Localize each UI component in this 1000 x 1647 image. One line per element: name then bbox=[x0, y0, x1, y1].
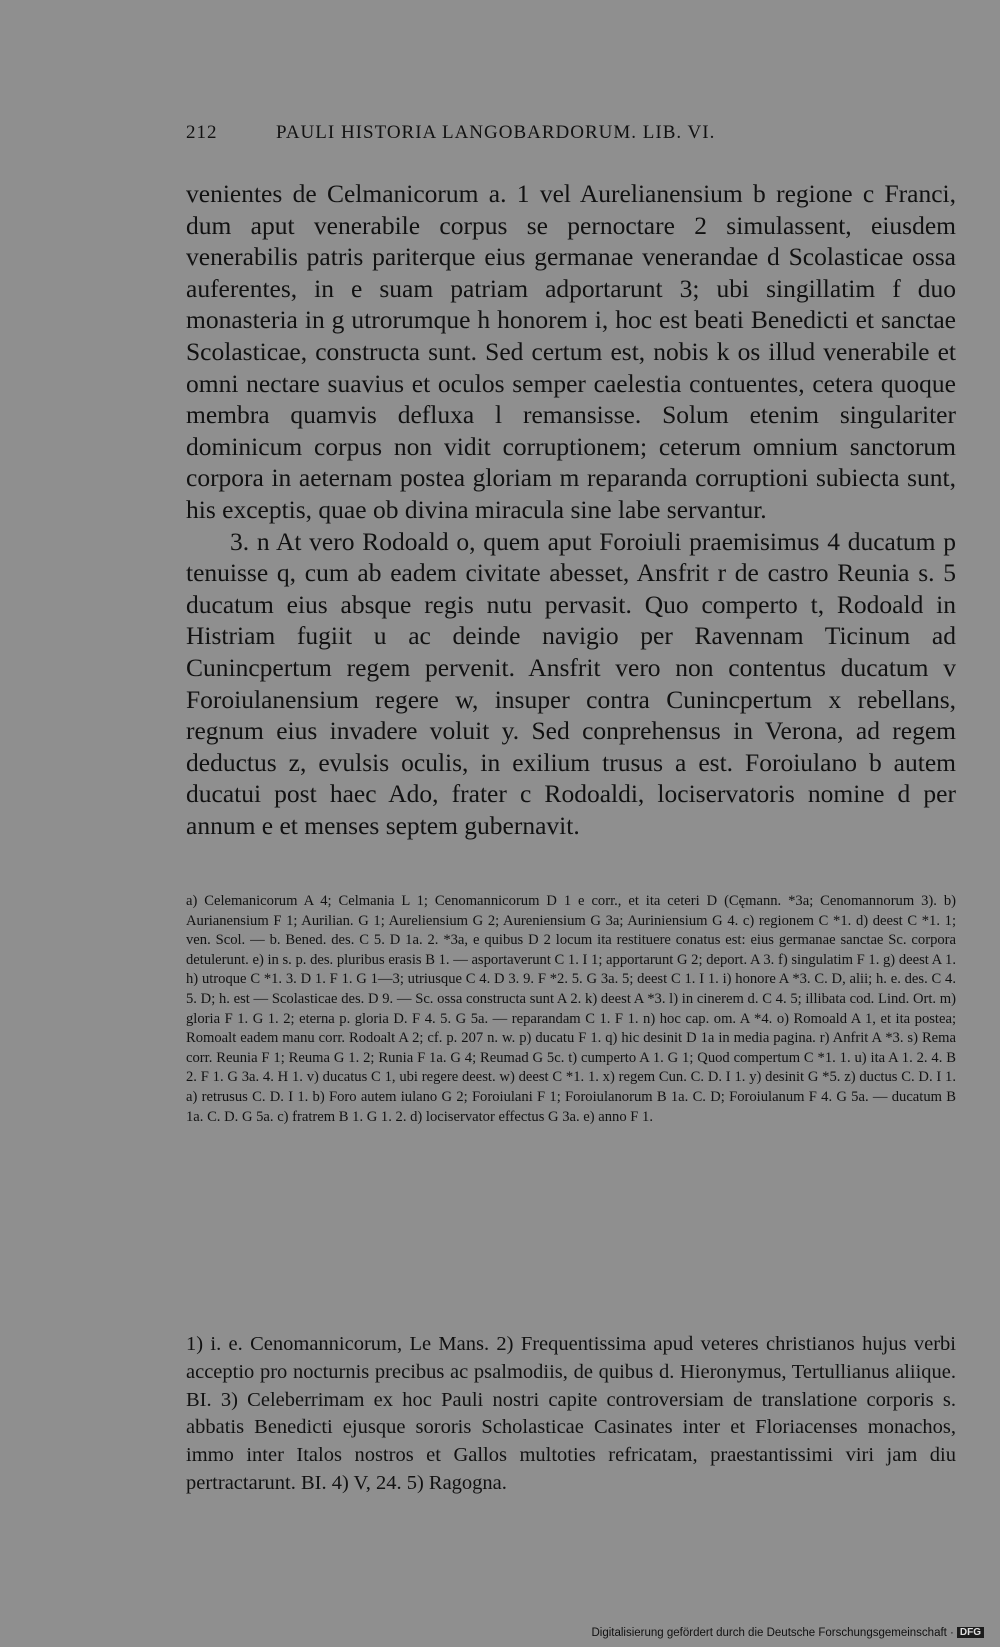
footnotes-text: 1) i. e. Cenomannicorum, Le Mans. 2) Frequentissima apud veteres christianos hujus verbi acceptio pro nocturnis precibus ac psalmodiis, de quibus d. Hieronymus, Tertullianus aliique. BI. 3) Celeberrimam ex hoc Pauli nostri capite controversiam de translatione corporis s. abbatis Benedicti ejusque sororis Scholasticae Casinates inter et Floriacenses monachos, immo inter Italos nostros et Gallos multoties refricatam, praestantissimi viri jam diu pertractarunt. BI. 4) V, 24. 5) Ragogna. bbox=[186, 1333, 956, 1494]
main-paragraph-2: 3. n At vero Rodoald o, quem aput Foroiuli praemisimus 4 ducatum p tenuisse q, cum ab eadem civitate abesset, Ansfrit r de castro Reunia s. 5 ducatum eius absque regis nutu pervasit. Quo comperto t, Rodoald in Histriam fugiit u ac deinde navigio per Ravennam Ticinum ad Cunincpertum regem pervenit. Ansfrit vero non contentus ducatum v Foroiulanensium regere w, insuper contra Cunincpertum x rebellans, regnum eius invadere voluit y. Sed conprehensus in Verona, ad regem deductus z, evulsis oculis, in exilium trusus a est. Foroiulano b autem ducatui post haec Ado, frater c Rodoaldi, lociservatoris nomine d per annum e et menses septem gubernavit. bbox=[186, 526, 956, 840]
running-title: PAULI HISTORIA LANGOBARDORUM. LIB. VI. bbox=[276, 122, 716, 143]
footer-text: Digitalisierung gefördert durch die Deutsche Forschungsgemeinschaft · bbox=[591, 1627, 954, 1639]
main-text bbox=[186, 178, 956, 841]
apparatus-notes bbox=[186, 892, 956, 1127]
footnotes bbox=[186, 1331, 956, 1498]
dfg-logo-icon: DFG bbox=[957, 1627, 984, 1638]
apparatus-text: a) Celemanicorum A 4; Celmania L 1; Cenomannicorum D 1 e corr., et ita ceteri D (Cęmann. *3a; Cenomannorum 3). b) Aurianensium F 1; Aurilian. G 1; Aureliensium G 2; Aureniensium G 3a; Auriniensium G 4. c) regionem C *1. d) deest C *1. 1; ven. Scol. — b. Bened. des. C 5. D 1a. 2. *3a, e quibus D 2 locum ita restituere conatus est: eius germanae sanctae Sc. corpora detulerunt. e) in s. p. des. pluribus erasis B 1. — asportaverunt C 1. I 1; apportarunt G 2; deport. A 3. f) singulatim F 1. g) deest A 1. h) utroque C *1. 3. D 1. F 1. G 1—3; utriusque C 4. D 3. 9. F *2. 5. G 3a. 5; deest C 1. I 1. i) honore A *3. C. D, alii; h. e. des. C 4. 5. D; h. est — Scolasticae des. D 9. — Sc. ossa constructa sunt A 2. k) deest A *3. l) in cinerem d. C 4. 5; illibata cod. Lind. Ort. m) gloria F 1. G 1. 2; eterna p. gloria D. F 4. 5. G 5a. — reparandam C 1. F 1. n) hoc cap. om. A *4. o) Romoald A 1, et ita postea; Romoalt eadem manu corr. Rodoalt A 2; cf. p. 207 n. w. p) ducatu F 1. q) hic desinit D 1a in media pagina. r) Anfrit A *3. s) Rema corr. Reunia F 1; Reuma G 1. 2; Runia F 1a. G 4; Reumad G 5c. t) cumperto A 1. G 1; Quod compertum C *1. 1. u) ita A 1. 2. 4. B 2. F 1. G 3a. 4. H 1. v) ducatus C 1, ubi regere deest. w) deest C *1. 1. x) regem Cun. C. D. I 1. y) desinit G *5. z) ductus C. D. I 1. a) retrusus C. D. I 1. b) Foro autem iulano G 2; Foroiulani F 1; Foroiulanorum B 1a. C. D; Foroiulanum F 4. G 5a. — ducatum B 1a. C. D. G 5a. c) fratrem B 1. G 1. 2. d) lociservator effectus G 3a. e) anno F 1. bbox=[186, 893, 956, 1125]
page-header bbox=[186, 122, 876, 144]
digitization-footer bbox=[591, 1627, 984, 1639]
main-paragraph-1: venientes de Celmanicorum a. 1 vel Aurelianensium b regione c Franci, dum aput venerabile corpus se pernoctare 2 simulassent, eiusdem venerabilis patris pariterque eius germanae venerandae d Scolasticae ossa auferentes, in e suam patriam adportarunt 3; ubi singillatim f duo monasteria in g utrorumque h honorem i, hoc est beati Benedicti et sanctae Scolasticae, constructa sunt. Sed certum est, nobis k os illud venerabile et omni nectare suavius et oculos semper caelestia contuentes, cetera quoque membra quamvis defluxa l remansisse. Solum etenim singulariter dominicum corpus non vidit corruptionem; ceterum omnium sanctorum corpora in aeternam postea gloriam m reparanda corruptioni subiecta sunt, his exceptis, quae ob divina miracula sine labe servantur. bbox=[186, 179, 956, 524]
page-number: 212 bbox=[186, 122, 218, 143]
